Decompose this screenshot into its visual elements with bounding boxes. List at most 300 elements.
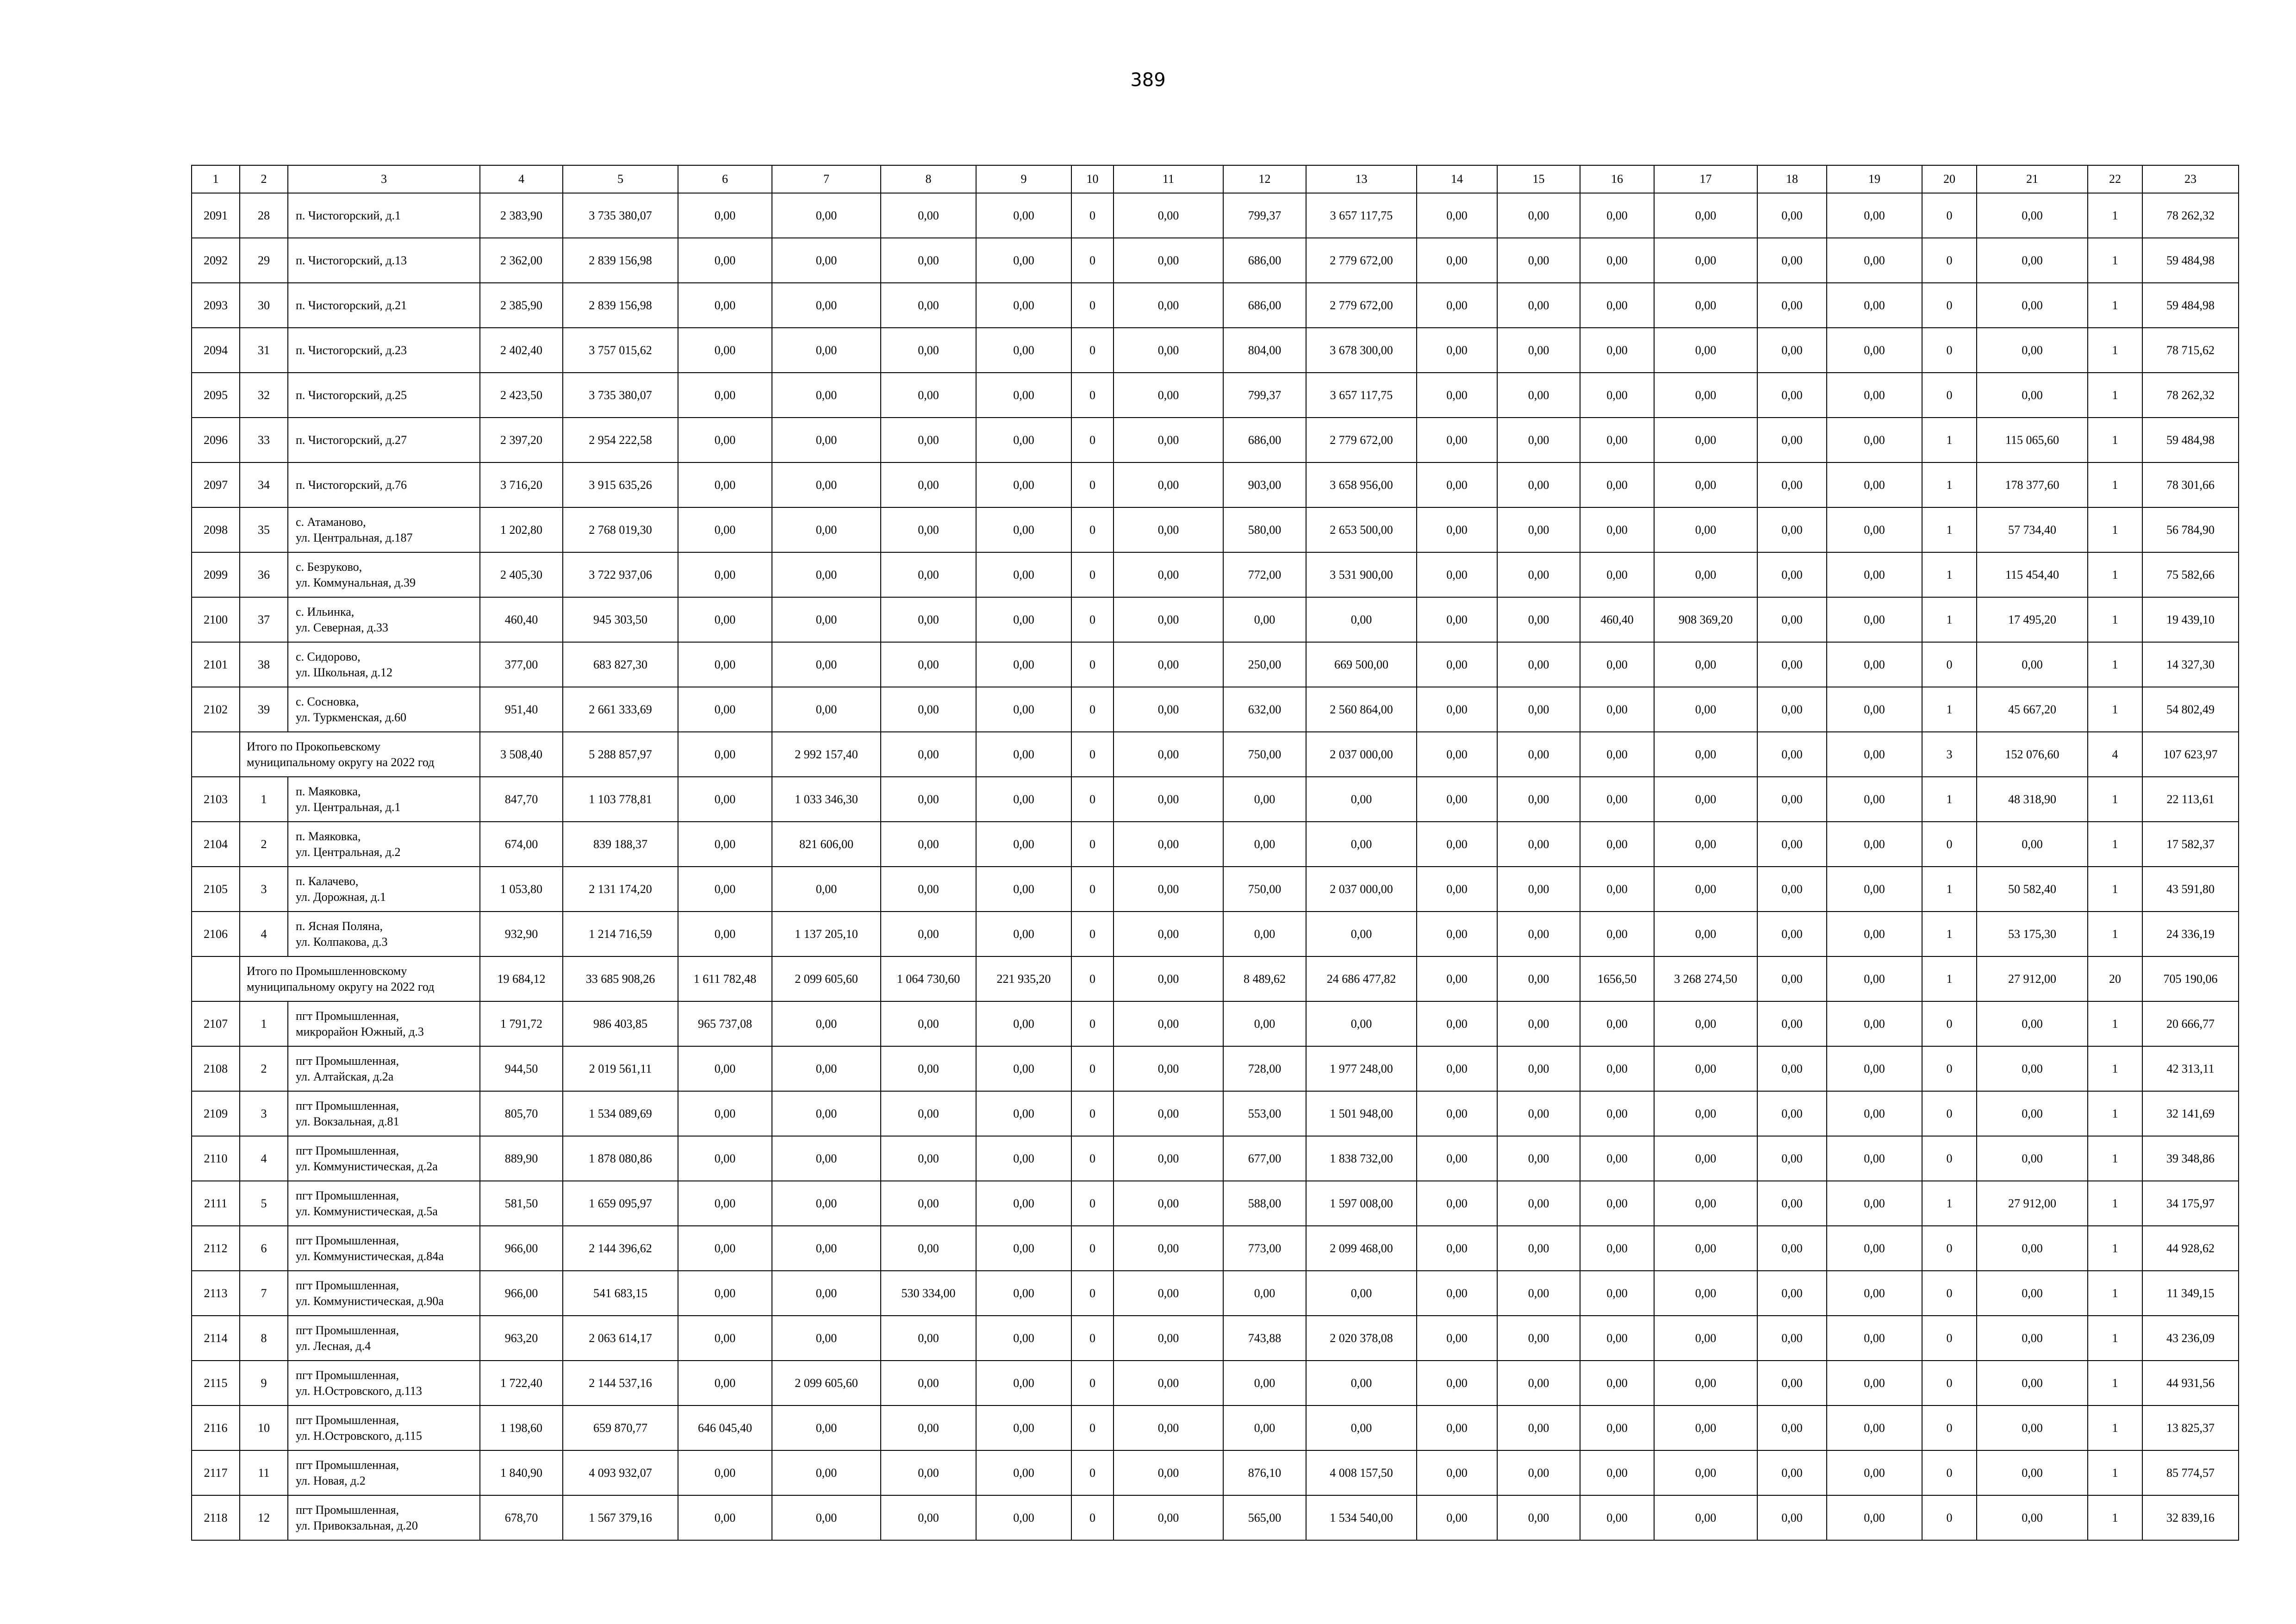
- value-cell: 1: [2088, 328, 2142, 373]
- value-cell: 0,00: [976, 687, 1071, 732]
- value-cell: 27 912,00: [1977, 956, 2088, 1001]
- address-line: пгт Промышленная,: [296, 1368, 399, 1382]
- value-cell: 0,00: [881, 1495, 976, 1540]
- value-cell: 799,37: [1223, 373, 1306, 418]
- value-cell: 0,00: [976, 1271, 1071, 1316]
- index-cell: 31: [240, 328, 288, 373]
- value-cell: 0,00: [1497, 462, 1580, 507]
- value-cell: 0,00: [678, 822, 772, 867]
- value-cell: 377,00: [480, 642, 563, 687]
- table-row: [192, 1316, 2239, 1361]
- value-cell: 1 567 379,16: [563, 1495, 678, 1540]
- value-cell: 0,00: [678, 283, 772, 328]
- value-cell: 0,00: [1114, 1136, 1223, 1181]
- value-cell: 2 423,50: [480, 373, 563, 418]
- value-cell: 0,00: [1757, 1001, 1827, 1046]
- value-cell: 0,00: [976, 732, 1071, 777]
- value-cell: 1 033 346,30: [772, 777, 881, 822]
- value-cell: 0,00: [1757, 1316, 1827, 1361]
- column-header: 2: [240, 165, 288, 193]
- value-cell: 2 839 156,98: [563, 283, 678, 328]
- value-cell: 0,00: [1757, 822, 1827, 867]
- address-cell: [288, 462, 480, 507]
- value-cell: 0,00: [678, 777, 772, 822]
- value-cell: 0,00: [1757, 418, 1827, 462]
- value-cell: 0,00: [1654, 642, 1757, 687]
- value-cell: 0,00: [1654, 507, 1757, 552]
- table-row: [192, 1136, 2239, 1181]
- value-cell: 0,00: [1580, 732, 1654, 777]
- value-cell: 0,00: [1977, 1361, 2088, 1405]
- value-cell: 0,00: [1417, 1136, 1497, 1181]
- value-cell: 0: [1922, 283, 1977, 328]
- value-cell: 0,00: [1223, 777, 1306, 822]
- address-line: п. Чистогорский, д.23: [296, 343, 407, 357]
- value-cell: 78 715,62: [2142, 328, 2239, 373]
- value-cell: 48 318,90: [1977, 777, 2088, 822]
- value-cell: 0,00: [1977, 238, 2088, 283]
- index-cell: 4: [240, 1136, 288, 1181]
- value-cell: 0,00: [1497, 328, 1580, 373]
- value-cell: 0,00: [1114, 418, 1223, 462]
- table-row: [192, 1046, 2239, 1091]
- column-header: 11: [1114, 165, 1223, 193]
- value-cell: 0,00: [1114, 912, 1223, 956]
- value-cell: 683 827,30: [563, 642, 678, 687]
- table-row: [192, 687, 2239, 732]
- value-cell: 3 657 117,75: [1306, 373, 1417, 418]
- address-line: с. Безруково,: [296, 560, 362, 574]
- value-cell: 3 657 117,75: [1306, 193, 1417, 238]
- value-cell: 0,00: [1827, 328, 1922, 373]
- address-cell: [288, 552, 480, 597]
- value-cell: 0,00: [1654, 1046, 1757, 1091]
- value-cell: 1 597 008,00: [1306, 1181, 1417, 1226]
- value-cell: 0,00: [976, 418, 1071, 462]
- address-line: пгт Промышленная,: [296, 1009, 399, 1023]
- value-cell: 0,00: [1757, 597, 1827, 642]
- value-cell: 0,00: [1827, 867, 1922, 912]
- value-cell: 0: [1922, 328, 1977, 373]
- value-cell: 0,00: [1497, 1226, 1580, 1271]
- value-cell: 0,00: [1977, 1271, 2088, 1316]
- value-cell: 2 099 605,60: [772, 1361, 881, 1405]
- value-cell: 0,00: [1497, 1361, 1580, 1405]
- value-cell: 0,00: [1223, 1361, 1306, 1405]
- value-cell: 2 560 864,00: [1306, 687, 1417, 732]
- value-cell: 847,70: [480, 777, 563, 822]
- value-cell: 0,00: [1654, 1271, 1757, 1316]
- value-cell: 945 303,50: [563, 597, 678, 642]
- value-cell: 0,00: [1827, 1405, 1922, 1450]
- table-row: [192, 1405, 2239, 1450]
- value-cell: 0,00: [1654, 193, 1757, 238]
- value-cell: 0,00: [976, 912, 1071, 956]
- value-cell: 951,40: [480, 687, 563, 732]
- value-cell: 0: [1071, 1450, 1114, 1495]
- value-cell: 805,70: [480, 1091, 563, 1136]
- value-cell: 1: [1922, 597, 1977, 642]
- address-line: ул. Коммунистическая, д.84а: [296, 1249, 444, 1263]
- value-cell: 0,00: [1757, 1091, 1827, 1136]
- value-cell: 78 301,66: [2142, 462, 2239, 507]
- column-header: 5: [563, 165, 678, 193]
- row-number-cell: 2101: [192, 642, 240, 687]
- value-cell: 0,00: [1827, 373, 1922, 418]
- value-cell: 1: [2088, 1271, 2142, 1316]
- value-cell: 59 484,98: [2142, 418, 2239, 462]
- value-cell: 0,00: [881, 1181, 976, 1226]
- index-cell: 39: [240, 687, 288, 732]
- column-header: 18: [1757, 165, 1827, 193]
- value-cell: 0: [1922, 1001, 1977, 1046]
- value-cell: 0,00: [1654, 1316, 1757, 1361]
- address-line: ул. Коммунистическая, д.90а: [296, 1294, 444, 1308]
- value-cell: 0,00: [1580, 822, 1654, 867]
- value-cell: 0,00: [678, 193, 772, 238]
- value-cell: 0: [1071, 507, 1114, 552]
- value-cell: 1: [1922, 912, 1977, 956]
- index-cell: 6: [240, 1226, 288, 1271]
- value-cell: 2 397,20: [480, 418, 563, 462]
- value-cell: 1: [2088, 1046, 2142, 1091]
- table-row: [192, 373, 2239, 418]
- value-cell: 3: [1922, 732, 1977, 777]
- value-cell: 3 735 380,07: [563, 373, 678, 418]
- value-cell: 0,00: [1757, 642, 1827, 687]
- value-cell: 3 531 900,00: [1306, 552, 1417, 597]
- row-number-cell: 2108: [192, 1046, 240, 1091]
- value-cell: 966,00: [480, 1271, 563, 1316]
- value-cell: 0,00: [1114, 956, 1223, 1001]
- value-cell: 0,00: [976, 1361, 1071, 1405]
- value-cell: 17 495,20: [1977, 597, 2088, 642]
- value-cell: 0: [1071, 597, 1114, 642]
- value-cell: 0,00: [1417, 597, 1497, 642]
- value-cell: 0,00: [1417, 373, 1497, 418]
- value-cell: 1: [2088, 1316, 2142, 1361]
- value-cell: 541 683,15: [563, 1271, 678, 1316]
- address-cell: [288, 1361, 480, 1405]
- value-cell: 2 383,90: [480, 193, 563, 238]
- address-line: микрорайон Южный, д.3: [296, 1024, 424, 1038]
- value-cell: 1: [1922, 418, 1977, 462]
- value-cell: 0,00: [881, 687, 976, 732]
- value-cell: 0,00: [1497, 1450, 1580, 1495]
- value-cell: 0: [1071, 642, 1114, 687]
- value-cell: 2 037 000,00: [1306, 867, 1417, 912]
- value-cell: 2 405,30: [480, 552, 563, 597]
- value-cell: 0,00: [976, 822, 1071, 867]
- value-cell: 0,00: [678, 1316, 772, 1361]
- value-cell: 2 779 672,00: [1306, 283, 1417, 328]
- row-number-cell: 2111: [192, 1181, 240, 1226]
- value-cell: 1 534 540,00: [1306, 1495, 1417, 1540]
- value-cell: 646 045,40: [678, 1405, 772, 1450]
- value-cell: 0,00: [1827, 462, 1922, 507]
- value-cell: 705 190,06: [2142, 956, 2239, 1001]
- value-cell: 903,00: [1223, 462, 1306, 507]
- value-cell: 0,00: [772, 1316, 881, 1361]
- value-cell: 0: [1071, 1226, 1114, 1271]
- value-cell: 0,00: [1827, 1091, 1922, 1136]
- value-cell: 3 915 635,26: [563, 462, 678, 507]
- value-cell: 0,00: [1306, 822, 1417, 867]
- value-cell: 0: [1922, 1361, 1977, 1405]
- value-cell: 0,00: [1417, 193, 1497, 238]
- address-cell: [288, 1450, 480, 1495]
- value-cell: 0,00: [1114, 1450, 1223, 1495]
- address-cell: [288, 1001, 480, 1046]
- value-cell: 0,00: [881, 1136, 976, 1181]
- value-cell: 1: [2088, 373, 2142, 418]
- value-cell: 0: [1922, 373, 1977, 418]
- value-cell: 0,00: [976, 777, 1071, 822]
- value-cell: 0,00: [1497, 642, 1580, 687]
- value-cell: 0,00: [1497, 238, 1580, 283]
- value-cell: 0: [1922, 1495, 1977, 1540]
- value-cell: 0,00: [678, 1181, 772, 1226]
- value-cell: 0: [1071, 328, 1114, 373]
- value-cell: 932,90: [480, 912, 563, 956]
- index-cell: 33: [240, 418, 288, 462]
- value-cell: 1: [1922, 507, 1977, 552]
- index-cell: 8: [240, 1316, 288, 1361]
- value-cell: 1: [1922, 956, 1977, 1001]
- value-cell: 0: [1922, 1450, 1977, 1495]
- value-cell: 2 992 157,40: [772, 732, 881, 777]
- value-cell: 963,20: [480, 1316, 563, 1361]
- address-line: ул. Центральная, д.1: [296, 800, 401, 814]
- address-line: с. Ильинка,: [296, 605, 355, 618]
- value-cell: 0,00: [881, 1450, 976, 1495]
- value-cell: 0,00: [1977, 642, 2088, 687]
- value-cell: 0,00: [1654, 552, 1757, 597]
- table-row: [192, 1091, 2239, 1136]
- value-cell: 0,00: [678, 507, 772, 552]
- column-header: 7: [772, 165, 881, 193]
- value-cell: 0,00: [1114, 552, 1223, 597]
- value-cell: 0,00: [1580, 238, 1654, 283]
- address-cell: [288, 1181, 480, 1226]
- value-cell: 0,00: [1580, 912, 1654, 956]
- value-cell: 0,00: [1417, 1001, 1497, 1046]
- row-number-cell: [192, 732, 240, 777]
- value-cell: 0,00: [772, 1091, 881, 1136]
- total-label-line: муниципальному округу на 2022 год: [247, 980, 435, 993]
- value-cell: 0,00: [678, 1271, 772, 1316]
- value-cell: 0,00: [1654, 328, 1757, 373]
- value-cell: 0: [1071, 462, 1114, 507]
- address-cell: [288, 373, 480, 418]
- value-cell: 1 137 205,10: [772, 912, 881, 956]
- value-cell: 0,00: [772, 642, 881, 687]
- value-cell: 0,00: [1417, 1405, 1497, 1450]
- value-cell: 32 839,16: [2142, 1495, 2239, 1540]
- address-line: пгт Промышленная,: [296, 1458, 399, 1472]
- address-cell: [288, 642, 480, 687]
- address-line: п. Чистогорский, д.13: [296, 253, 407, 267]
- value-cell: 0,00: [1827, 642, 1922, 687]
- address-cell: [288, 597, 480, 642]
- value-cell: 0,00: [1417, 1450, 1497, 1495]
- value-cell: 0,00: [1827, 1181, 1922, 1226]
- value-cell: 728,00: [1223, 1046, 1306, 1091]
- value-cell: 43 236,09: [2142, 1316, 2239, 1361]
- value-cell: 0,00: [1654, 283, 1757, 328]
- value-cell: 0,00: [1417, 1091, 1497, 1136]
- value-cell: 580,00: [1223, 507, 1306, 552]
- address-line: ул. Н.Островского, д.115: [296, 1429, 422, 1443]
- value-cell: 0,00: [772, 867, 881, 912]
- value-cell: 0,00: [1497, 507, 1580, 552]
- address-line: пгт Промышленная,: [296, 1233, 399, 1247]
- value-cell: 0,00: [1306, 1271, 1417, 1316]
- value-cell: 115 454,40: [1977, 552, 2088, 597]
- value-cell: 0,00: [1114, 238, 1223, 283]
- value-cell: 0: [1922, 1271, 1977, 1316]
- value-cell: 0,00: [772, 597, 881, 642]
- value-cell: 115 065,60: [1977, 418, 2088, 462]
- value-cell: 0,00: [1580, 193, 1654, 238]
- value-cell: 0,00: [772, 373, 881, 418]
- row-number-cell: 2099: [192, 552, 240, 597]
- value-cell: 0,00: [1827, 912, 1922, 956]
- value-cell: 0,00: [1654, 1226, 1757, 1271]
- value-cell: 0,00: [1417, 1361, 1497, 1405]
- total-label-cell: [240, 956, 480, 1001]
- value-cell: 0,00: [1827, 418, 1922, 462]
- value-cell: 678,70: [480, 1495, 563, 1540]
- value-cell: 0,00: [1757, 1226, 1827, 1271]
- value-cell: 0,00: [1654, 1450, 1757, 1495]
- value-cell: 2 839 156,98: [563, 238, 678, 283]
- value-cell: 19 684,12: [480, 956, 563, 1001]
- value-cell: 0,00: [1417, 1226, 1497, 1271]
- column-header: 14: [1417, 165, 1497, 193]
- value-cell: 0,00: [881, 238, 976, 283]
- total-label-line: муниципальному округу на 2022 год: [247, 755, 435, 769]
- value-cell: 59 484,98: [2142, 238, 2239, 283]
- row-number-cell: 2106: [192, 912, 240, 956]
- value-cell: 0,00: [1223, 1405, 1306, 1450]
- address-cell: [288, 822, 480, 867]
- table-header-row: [192, 165, 2239, 193]
- value-cell: 0: [1071, 238, 1114, 283]
- total-row: [192, 956, 2239, 1001]
- value-cell: 0,00: [1654, 373, 1757, 418]
- page-number: 389: [1130, 69, 1166, 91]
- row-number-cell: [192, 956, 240, 1001]
- value-cell: 0,00: [1827, 193, 1922, 238]
- address-cell: [288, 912, 480, 956]
- value-cell: 677,00: [1223, 1136, 1306, 1181]
- value-cell: 0,00: [1417, 462, 1497, 507]
- value-cell: 0,00: [1757, 1405, 1827, 1450]
- table-row: [192, 1495, 2239, 1540]
- value-cell: 1: [2088, 1091, 2142, 1136]
- value-cell: 0,00: [881, 867, 976, 912]
- value-cell: 0,00: [1654, 732, 1757, 777]
- value-cell: 0,00: [1114, 1226, 1223, 1271]
- value-cell: 876,10: [1223, 1450, 1306, 1495]
- value-cell: 0,00: [1977, 1136, 2088, 1181]
- value-cell: 0,00: [976, 1316, 1071, 1361]
- value-cell: 0,00: [1580, 1271, 1654, 1316]
- value-cell: 1: [2088, 597, 2142, 642]
- address-line: пгт Промышленная,: [296, 1054, 399, 1068]
- column-header: 16: [1580, 165, 1654, 193]
- value-cell: 0,00: [772, 462, 881, 507]
- row-number-cell: 2116: [192, 1405, 240, 1450]
- table-row: [192, 238, 2239, 283]
- value-cell: 59 484,98: [2142, 283, 2239, 328]
- value-cell: 1: [2088, 1450, 2142, 1495]
- value-cell: 460,40: [1580, 597, 1654, 642]
- value-cell: 0,00: [881, 328, 976, 373]
- value-cell: 2 385,90: [480, 283, 563, 328]
- value-cell: 0,00: [1757, 373, 1827, 418]
- value-cell: 0,00: [1223, 1001, 1306, 1046]
- value-cell: 0,00: [1757, 507, 1827, 552]
- row-number-cell: 2092: [192, 238, 240, 283]
- table-row: [192, 1001, 2239, 1046]
- value-cell: 686,00: [1223, 283, 1306, 328]
- value-cell: 0,00: [1757, 462, 1827, 507]
- value-cell: 0,00: [772, 552, 881, 597]
- value-cell: 0,00: [881, 552, 976, 597]
- value-cell: 0,00: [1977, 193, 2088, 238]
- index-cell: 35: [240, 507, 288, 552]
- index-cell: 3: [240, 867, 288, 912]
- value-cell: 0,00: [1497, 1316, 1580, 1361]
- value-cell: 0,00: [1977, 1495, 2088, 1540]
- value-cell: 0,00: [1827, 1001, 1922, 1046]
- value-cell: 0,00: [678, 732, 772, 777]
- value-cell: 0: [1071, 1136, 1114, 1181]
- row-number-cell: 2107: [192, 1001, 240, 1046]
- value-cell: 0,00: [976, 1405, 1071, 1450]
- value-cell: 0,00: [1417, 912, 1497, 956]
- row-number-cell: 2113: [192, 1271, 240, 1316]
- value-cell: 34 175,97: [2142, 1181, 2239, 1226]
- value-cell: 0: [1922, 1091, 1977, 1136]
- value-cell: 3 722 937,06: [563, 552, 678, 597]
- value-cell: 1 064 730,60: [881, 956, 976, 1001]
- address-cell: [288, 867, 480, 912]
- table-row: [192, 1361, 2239, 1405]
- value-cell: 889,90: [480, 1136, 563, 1181]
- row-number-cell: 2118: [192, 1495, 240, 1540]
- value-cell: 0,00: [1497, 1001, 1580, 1046]
- value-cell: 0,00: [1757, 1450, 1827, 1495]
- value-cell: 0,00: [881, 1405, 976, 1450]
- address-line: ул. Дорожная, д.1: [296, 890, 386, 904]
- value-cell: 2 144 396,62: [563, 1226, 678, 1271]
- value-cell: 3 658 956,00: [1306, 462, 1417, 507]
- value-cell: 0,00: [1497, 1046, 1580, 1091]
- value-cell: 0,00: [881, 462, 976, 507]
- value-cell: 0,00: [1654, 418, 1757, 462]
- value-cell: 0,00: [1497, 1136, 1580, 1181]
- value-cell: 0: [1071, 1405, 1114, 1450]
- value-cell: 56 784,90: [2142, 507, 2239, 552]
- value-cell: 1 791,72: [480, 1001, 563, 1046]
- value-cell: 0,00: [1417, 642, 1497, 687]
- value-cell: 24 686 477,82: [1306, 956, 1417, 1001]
- value-cell: 1 722,40: [480, 1361, 563, 1405]
- total-label-line: Итого по Прокопьевскому: [247, 739, 381, 753]
